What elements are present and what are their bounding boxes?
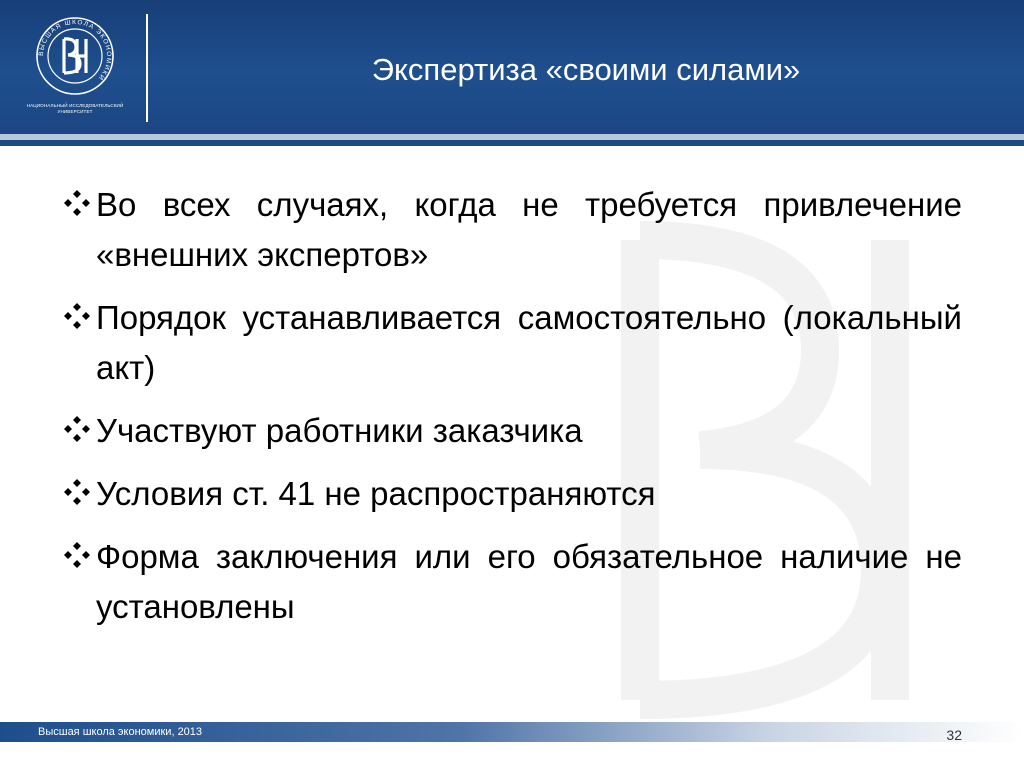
list-item [62, 469, 962, 519]
page-number: 32 [946, 727, 962, 743]
slide-title: Экспертиза «своими силами» [371, 52, 801, 87]
list-item-text: Участвуют работники заказчика [96, 412, 583, 449]
list-item-text: Порядок устанавливается самостоятельно (локальный акт) [96, 299, 962, 386]
list-item [62, 406, 962, 456]
header-divider-dark [0, 140, 1024, 146]
diamond-bullet-icon [62, 540, 92, 570]
diamond-bullet-icon [62, 188, 92, 218]
diamond-bullet-icon [62, 477, 92, 507]
list-item [62, 293, 962, 393]
logo-ring-text: ВЫСШАЯ ШКОЛА ЭКОНОМИКИ [37, 18, 113, 82]
list-item-text: Во всех случаях, когда не требуется привлечение «внешних экспертов» [96, 186, 962, 273]
list-item [62, 532, 962, 632]
diamond-bullet-icon [62, 414, 92, 444]
logo-caption: НАЦИОНАЛЬНЫЙ ИССЛЕДОВАТЕЛЬСКИЙ УНИВЕРСИТЕТ [26, 103, 124, 114]
list-item-text: Условия ст. 41 не распространяются [96, 475, 656, 512]
footer-text: Высшая школа экономики, 2013 [38, 726, 203, 738]
list-item [62, 180, 962, 280]
bullet-list [62, 180, 962, 645]
diamond-bullet-icon [62, 301, 92, 331]
list-item-text: Форма заключения или его обязательное наличие не установлены [96, 538, 962, 625]
